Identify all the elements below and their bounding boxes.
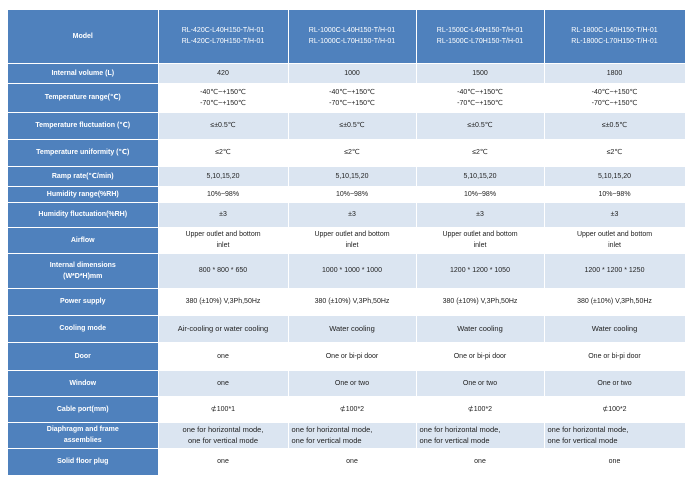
spec-label bbox=[8, 166, 158, 186]
cell-line: assemblies bbox=[63, 437, 102, 444]
cell-line: Power supply bbox=[59, 298, 106, 305]
spec-label bbox=[8, 83, 158, 112]
spec-label bbox=[8, 422, 158, 448]
spec-value-cell bbox=[288, 448, 416, 475]
cell-line: -40℃~+150℃ bbox=[329, 88, 375, 96]
cell-line: Upper outlet and bottom bbox=[442, 231, 518, 238]
cell-line: one for vertical mode bbox=[187, 436, 259, 445]
spec-label bbox=[8, 202, 158, 227]
header-label: Model bbox=[8, 10, 158, 63]
spec-value-cell bbox=[544, 83, 685, 112]
spec-value-cell bbox=[416, 112, 544, 139]
spec-value-cell bbox=[288, 112, 416, 139]
spec-label bbox=[8, 253, 158, 288]
spec-label bbox=[8, 186, 158, 202]
cell-line: -70℃~+150℃ bbox=[457, 99, 503, 107]
cell-line: RL-1500C-L70H150-T/H-01 bbox=[436, 38, 524, 46]
spec-value-cell bbox=[158, 448, 288, 475]
cell-line: Upper outlet and bottom bbox=[576, 231, 653, 238]
spec-value-cell bbox=[416, 202, 544, 227]
spec-row bbox=[8, 253, 685, 288]
spec-value-cell bbox=[416, 315, 544, 342]
cell-line: One or bi-pi door bbox=[588, 352, 641, 360]
cell-line: 10%~98% bbox=[463, 190, 497, 198]
cell-line: ⊄100*2 bbox=[339, 405, 365, 413]
cell-line: one for horizontal mode, bbox=[182, 425, 264, 434]
spec-value-cell bbox=[158, 112, 288, 139]
spec-value-cell bbox=[544, 370, 685, 396]
cell-line: ≤2℃ bbox=[344, 149, 360, 156]
cell-line: RL-1800C-L70H150-T/H-01 bbox=[571, 38, 658, 46]
spec-row bbox=[8, 396, 685, 422]
cell-line: 1500 bbox=[472, 69, 488, 77]
cell-line: 5,10,15,20 bbox=[335, 172, 369, 180]
cell-line: Water cooling bbox=[457, 324, 503, 333]
cell-line: Airflow bbox=[70, 236, 95, 244]
cell-line: Cooling mode bbox=[59, 325, 107, 332]
cell-line: one for horizontal mode, bbox=[547, 425, 629, 434]
cell-line: Temperature uniformity (℃) bbox=[36, 149, 130, 156]
spec-value-cell bbox=[416, 166, 544, 186]
cell-line: RL-1500C-L40H150-T/H-01 bbox=[436, 27, 524, 35]
cell-line: 10%~98% bbox=[206, 190, 240, 198]
cell-line: Temperature range(℃) bbox=[44, 94, 121, 101]
cell-line: 1200 * 1200 * 1050 bbox=[450, 267, 510, 274]
cell-line: 1000 * 1000 * 1000 bbox=[322, 267, 382, 274]
cell-line: 10%~98% bbox=[598, 190, 631, 198]
spec-value-cell bbox=[158, 186, 288, 202]
cell-line: one for vertical mode bbox=[547, 436, 618, 445]
spec-value-cell bbox=[288, 288, 416, 315]
spec-value-cell bbox=[158, 396, 288, 422]
spec-label bbox=[8, 370, 158, 396]
spec-row bbox=[8, 202, 685, 227]
spec-value-cell bbox=[288, 370, 416, 396]
spec-value-cell bbox=[416, 186, 544, 202]
cell-line: one bbox=[217, 379, 229, 387]
cell-line: 380 (±10%) V,3Ph,50Hz bbox=[185, 298, 261, 305]
spec-value-cell bbox=[416, 448, 544, 475]
spec-value-cell bbox=[158, 166, 288, 186]
cell-line: inlet bbox=[345, 242, 359, 249]
spec-value-cell bbox=[416, 288, 544, 315]
spec-value-cell bbox=[288, 396, 416, 422]
cell-line: one for vertical mode bbox=[291, 436, 362, 445]
spec-value-cell bbox=[544, 288, 685, 315]
spec-label bbox=[8, 342, 158, 370]
cell-line: inlet bbox=[608, 242, 621, 249]
spec-value-cell bbox=[288, 83, 416, 112]
cell-line: One or two bbox=[334, 379, 370, 387]
spec-table-container bbox=[8, 10, 686, 476]
cell-line: ≤2℃ bbox=[606, 149, 623, 156]
cell-line: 380 (±10%) V,3Ph,50Hz bbox=[442, 298, 518, 305]
cell-line: ≤±0.5℃ bbox=[339, 122, 365, 129]
spec-value-cell bbox=[544, 63, 685, 83]
cell-line: one bbox=[474, 458, 486, 465]
spec-row bbox=[8, 370, 685, 396]
cell-line: ⊄100*2 bbox=[467, 405, 493, 413]
spec-value-cell bbox=[158, 370, 288, 396]
spec-value-cell bbox=[544, 342, 685, 370]
cell-line: Window bbox=[69, 379, 97, 387]
cell-line: Air-cooling or water cooling bbox=[177, 324, 269, 333]
spec-value-cell bbox=[288, 139, 416, 166]
cell-line: Internal volume (L) bbox=[51, 69, 115, 77]
spec-row bbox=[8, 227, 685, 253]
spec-value-cell bbox=[416, 63, 544, 83]
cell-line: RL-1800C-L40H150-T/H-01 bbox=[571, 27, 658, 35]
cell-line: One or two bbox=[462, 379, 498, 387]
cell-line: Upper outlet and bottom bbox=[185, 231, 261, 238]
spec-value-cell bbox=[544, 315, 685, 342]
spec-value-cell bbox=[288, 315, 416, 342]
spec-value-cell bbox=[416, 396, 544, 422]
cell-line: 1800 bbox=[606, 69, 623, 77]
cell-line: -40℃~+150℃ bbox=[591, 88, 638, 96]
cell-line: Ramp rate(℃/min) bbox=[51, 172, 114, 180]
spec-value-cell bbox=[544, 166, 685, 186]
cell-line: RL-420C-L70H150-T/H-01 bbox=[181, 38, 265, 46]
cell-line: Upper outlet and bottom bbox=[314, 231, 390, 238]
spec-value-cell bbox=[416, 370, 544, 396]
cell-line: ±3 bbox=[476, 211, 484, 218]
cell-line: (W*D*H)mm bbox=[63, 272, 103, 280]
cell-line: One or bi-pi door bbox=[453, 352, 507, 360]
cell-line: 420 bbox=[217, 69, 229, 77]
spec-row bbox=[8, 422, 685, 448]
spec-value-cell bbox=[288, 202, 416, 227]
cell-line: one bbox=[346, 458, 358, 465]
cell-line: RL-1000C-L70H150-T/H-01 bbox=[308, 38, 396, 46]
cell-line: 10%~98% bbox=[335, 190, 369, 198]
cell-line: ⊄100*2 bbox=[602, 405, 627, 413]
spec-value-cell bbox=[158, 422, 288, 448]
cell-line: ≤2℃ bbox=[215, 149, 231, 156]
spec-row bbox=[8, 342, 685, 370]
cell-line: 380 (±10%) V,3Ph,50Hz bbox=[314, 298, 390, 305]
spec-value-cell bbox=[288, 227, 416, 253]
cell-line: ±3 bbox=[219, 211, 227, 218]
spec-label bbox=[8, 227, 158, 253]
spec-value-cell bbox=[158, 227, 288, 253]
spec-value-cell bbox=[158, 315, 288, 342]
spec-value-cell bbox=[288, 253, 416, 288]
cell-line: -40℃~+150℃ bbox=[200, 88, 246, 96]
cell-line: 1200 * 1200 * 1250 bbox=[584, 267, 645, 274]
spec-value-cell bbox=[158, 202, 288, 227]
spec-value-cell bbox=[544, 186, 685, 202]
spec-label bbox=[8, 112, 158, 139]
cell-line: Humidity fluctuation(%RH) bbox=[38, 211, 128, 218]
cell-line: 5,10,15,20 bbox=[463, 172, 497, 180]
header-row bbox=[8, 10, 685, 63]
cell-line: one for vertical mode bbox=[419, 436, 490, 445]
spec-row bbox=[8, 166, 685, 186]
spec-value-cell bbox=[544, 112, 685, 139]
cell-line: 800 * 800 * 650 bbox=[198, 267, 248, 274]
cell-line: inlet bbox=[473, 242, 487, 249]
spec-label bbox=[8, 315, 158, 342]
spec-value-cell bbox=[288, 342, 416, 370]
cell-line: Water cooling bbox=[329, 324, 375, 333]
spec-value-cell bbox=[416, 422, 544, 448]
spec-value-cell bbox=[416, 342, 544, 370]
spec-value-cell bbox=[544, 202, 685, 227]
spec-value-cell bbox=[544, 227, 685, 253]
spec-row bbox=[8, 139, 685, 166]
spec-value-cell bbox=[158, 139, 288, 166]
spec-label bbox=[8, 288, 158, 315]
spec-row bbox=[8, 186, 685, 202]
cell-line: inlet bbox=[216, 242, 230, 249]
spec-row bbox=[8, 83, 685, 112]
cell-line: -70℃~+150℃ bbox=[329, 99, 375, 107]
cell-line: ⊄100*1 bbox=[210, 405, 236, 413]
spec-row bbox=[8, 315, 685, 342]
cell-line: RL-1000C-L40H150-T/H-01 bbox=[308, 27, 396, 35]
spec-row bbox=[8, 448, 685, 475]
spec-row bbox=[8, 63, 685, 83]
spec-value-cell bbox=[288, 63, 416, 83]
cell-line: ±3 bbox=[348, 211, 356, 218]
cell-line: Temperature fluctuation (℃) bbox=[35, 122, 131, 129]
cell-line: one bbox=[217, 352, 229, 360]
spec-table bbox=[8, 10, 686, 476]
spec-value-cell bbox=[544, 448, 685, 475]
spec-row bbox=[8, 288, 685, 315]
spec-label bbox=[8, 396, 158, 422]
cell-line: one bbox=[217, 458, 229, 465]
cell-line: 5,10,15,20 bbox=[597, 172, 632, 180]
spec-row bbox=[8, 112, 685, 139]
cell-line: -40℃~+150℃ bbox=[457, 88, 503, 96]
cell-line: ≤±0.5℃ bbox=[210, 122, 236, 129]
spec-value-cell bbox=[544, 396, 685, 422]
spec-label bbox=[8, 63, 158, 83]
spec-value-cell bbox=[544, 253, 685, 288]
spec-value-cell bbox=[288, 422, 416, 448]
cell-line: 1000 bbox=[344, 69, 360, 77]
spec-value-cell bbox=[416, 253, 544, 288]
spec-value-cell bbox=[158, 288, 288, 315]
cell-line: One or bi-pi door bbox=[325, 352, 379, 360]
spec-value-cell bbox=[544, 139, 685, 166]
model-name-cell bbox=[544, 10, 685, 63]
cell-line: ±3 bbox=[610, 211, 619, 218]
spec-value-cell bbox=[544, 422, 685, 448]
cell-line: Cable port(mm) bbox=[56, 405, 109, 413]
cell-line: ≤±0.5℃ bbox=[601, 122, 628, 129]
spec-value-cell bbox=[158, 342, 288, 370]
cell-line: ≤2℃ bbox=[472, 149, 488, 156]
cell-line: -70℃~+150℃ bbox=[200, 99, 246, 107]
cell-line: RL-420C-L40H150-T/H-01 bbox=[181, 27, 265, 35]
cell-line: 5,10,15,20 bbox=[206, 172, 240, 180]
spec-value-cell bbox=[416, 227, 544, 253]
cell-line: Humidity range(%RH) bbox=[46, 190, 119, 198]
cell-line: Internal dimensions bbox=[49, 261, 116, 269]
cell-line: Solid floor plug bbox=[57, 458, 109, 465]
cell-line: ≤±0.5℃ bbox=[467, 122, 493, 129]
cell-line: Water cooling bbox=[591, 324, 638, 333]
cell-line: One or two bbox=[597, 379, 632, 387]
spec-value-cell bbox=[158, 253, 288, 288]
spec-value-cell bbox=[158, 83, 288, 112]
cell-line: one for horizontal mode, bbox=[419, 425, 501, 434]
model-name-cell bbox=[158, 10, 288, 63]
cell-line: one for horizontal mode, bbox=[291, 425, 373, 434]
spec-value-cell bbox=[416, 139, 544, 166]
spec-value-cell bbox=[288, 186, 416, 202]
model-name-cell bbox=[288, 10, 416, 63]
spec-label bbox=[8, 448, 158, 475]
cell-line: Door bbox=[74, 352, 91, 360]
cell-line: Diaphragm and frame bbox=[46, 426, 119, 433]
model-name-cell bbox=[416, 10, 544, 63]
spec-value-cell bbox=[158, 63, 288, 83]
spec-value-cell bbox=[416, 83, 544, 112]
spec-value-cell bbox=[288, 166, 416, 186]
spec-label bbox=[8, 139, 158, 166]
cell-line: 380 (±10%) V,3Ph,50Hz bbox=[577, 298, 652, 305]
cell-line: -70℃~+150℃ bbox=[591, 99, 638, 107]
cell-line: one bbox=[608, 458, 621, 465]
